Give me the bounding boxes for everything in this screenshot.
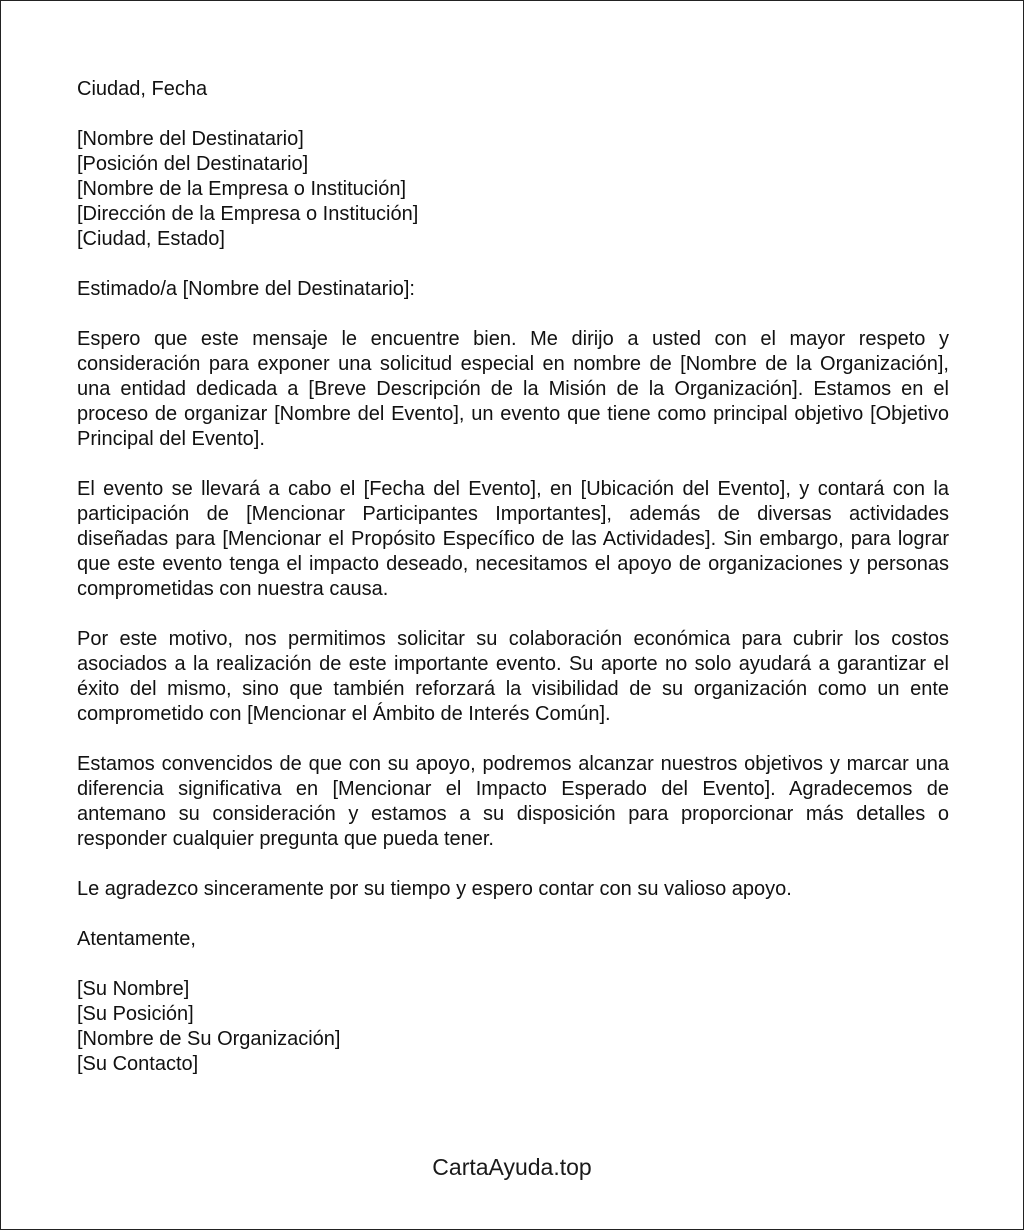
place-date: Ciudad, Fecha (77, 78, 208, 100)
recipient-block (77, 127, 949, 252)
signature-position: [Su Posición] (77, 1003, 194, 1025)
paragraph-event-details: El evento se llevará a cabo el [Fecha del Evento], en [Ubicación del Evento], y contará con la participación de [Mencionar Participantes Importantes], además de diversas actividades diseñadas para [Mencionar el Propósito Específico de las Actividades]. Sin embargo, para lograr que este evento tenga el impacto deseado, necesitamos el apoyo de organizaciones y personas comprometidas con nuestra causa. (77, 478, 949, 600)
recipient-city-state: [Ciudad, Estado] (77, 228, 225, 250)
recipient-company: [Nombre de la Empresa o Institución] (77, 178, 407, 200)
paragraph-intro: Espero que este mensaje le encuentre bien. Me dirijo a usted con el mayor respeto y consideración para exponer una solicitud especial en nombre de [Nombre de la Organización], una entidad dedicada a [Breve Descripción de la Misión de la Organización]. Estamos en el proceso de organizar [Nombre del Evento], un evento que tiene como principal objetivo [Objetivo Principal del Evento]. (77, 328, 949, 450)
salutation-block (77, 277, 949, 302)
signature-block (77, 977, 949, 1077)
signature-organization: [Nombre de Su Organización] (77, 1028, 341, 1050)
recipient-position: [Posición del Destinatario] (77, 153, 309, 175)
paragraph-thanks: Le agradezco sinceramente por su tiempo y espero contar con su valioso apoyo. (77, 878, 792, 900)
paragraph-request: Por este motivo, nos permitimos solicitar su colaboración económica para cubrir los costos asociados a la realización de este importante evento. Su aporte no solo ayudará a garantizar el éxito del mismo, sino que también reforzará la visibilidad de su organización como un ente comprometido con [Mencionar el Ámbito de Interés Común]. (77, 628, 949, 725)
letter-body (77, 77, 949, 1102)
closing: Atentamente, (77, 928, 196, 950)
signature-name: [Su Nombre] (77, 978, 190, 1000)
signature-contact: [Su Contacto] (77, 1053, 199, 1075)
salutation: Estimado/a [Nombre del Destinatario]: (77, 278, 415, 300)
closing-block (77, 927, 949, 952)
footer-site-link[interactable]: CartaAyuda.top (432, 1154, 592, 1180)
place-date-block (77, 77, 949, 102)
recipient-name: [Nombre del Destinatario] (77, 128, 304, 150)
paragraph-conviction: Estamos convencidos de que con su apoyo, podremos alcanzar nuestros objetivos y marcar una diferencia significativa en [Mencionar el Impacto Esperado del Evento]. Agradecemos de antemano su consideración y estamos a su disposición para proporcionar más detalles o responder cualquier pregunta que pueda tener. (77, 753, 949, 850)
recipient-address: [Dirección de la Empresa o Institución] (77, 203, 419, 225)
